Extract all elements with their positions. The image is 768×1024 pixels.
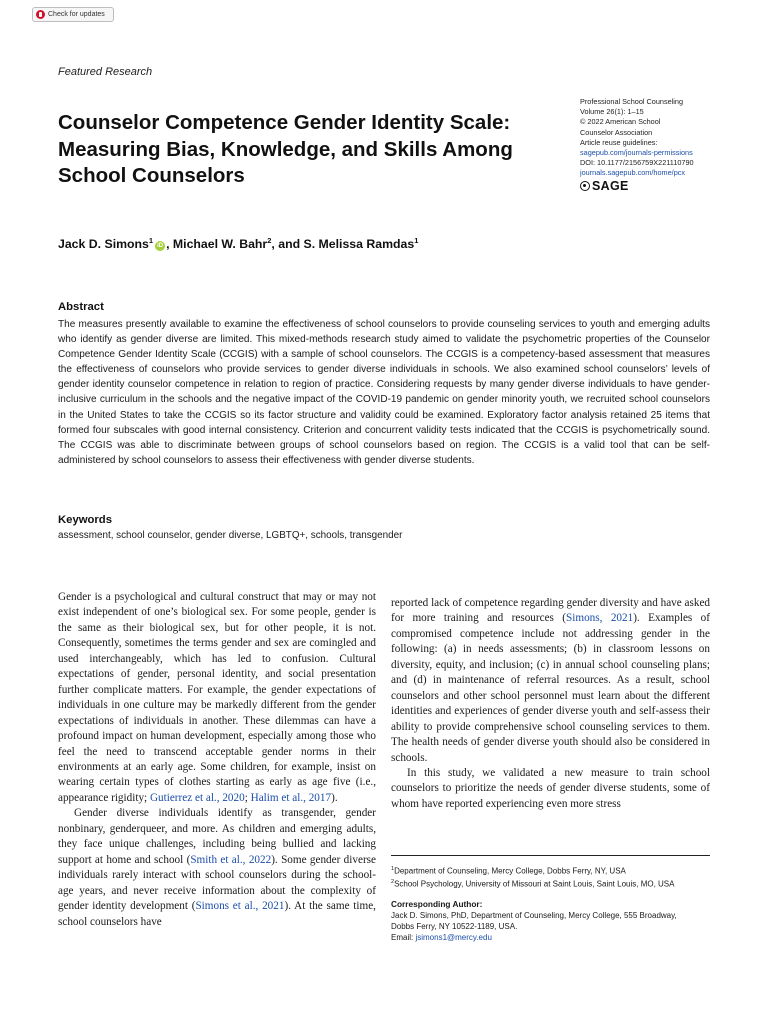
body-text: ; [244, 791, 251, 804]
body-paragraph [58, 806, 376, 930]
affiliation-marker: 1 [414, 236, 419, 245]
section-label: Featured Research [58, 66, 153, 78]
copyright-line-2: Counselor Association [580, 127, 653, 137]
body-text: Gender is a psychological and cultural construct that may or may not exist independent of one’s biological sex. For some people, gender is the same as their biological sex, but for other people, it is not. Consequently, sometimes the terms gender and sex are comingled and used interchangeably, which has led to confusion. Cultural expectations of gender, personal identity, and social presentation further complicate matters. For example, the gender expectations of individuals in one culture may be markedly different from the gender expectations of individuals in another. These dilemmas can have a profound impact on human development, especially among those who feel the need to transcend acceptable gender norms in their environments at an early age. Some children, for example, insist on wearing certain types of clothes starting as early as age five (i.e., appearance rigidity; [58, 591, 376, 804]
doi: DOI: 10.1177/2156759X221110790 [580, 158, 694, 168]
body-paragraph [391, 596, 710, 766]
body-paragraph: In this study, we validated a new measure to train school counselors to prioritize the needs of gender diverse students, some of whom have reported experiencing even more stress [391, 766, 710, 810]
body-column-right [391, 596, 710, 812]
citation-link[interactable]: Smith et al., 2022 [190, 853, 272, 866]
keywords-heading: Keywords [58, 514, 112, 526]
body-text: ). Examples of compromised competence include not addressing gender in the following: (a) in needs assessments; (b) in classroom lessons on diversity, equity, and inclusion; (c) in annual school counseling plans; and (d) in maintenance of referral resources. As a result, school counselors and other school personnel must learn about the different identities and experiences of gender diverse youth and self-assess their ability to provide comprehensive school counseling services to them. The health needs of gender diverse youth should also be considered in schools. [391, 612, 710, 764]
author-simons: Jack D. Simons [58, 237, 149, 252]
corresponding-author-line: Dobbs Ferry, NY 10522-1189, USA. [391, 922, 518, 932]
body-text: Gender diverse individuals identify as transgender, gender nonbinary, genderqueer, and more. As children and emerging adults, they face unique challenges, including being bullied and lacking support at home and school ( [58, 807, 376, 866]
journal-home-link[interactable]: journals.sagepub.com/home/pcx [580, 168, 686, 178]
article-title: Counselor Competence Gender Identity Scale: Measuring Bias, Knowledge, and Skills Among School Counselors [58, 111, 513, 187]
author-ramdas: , and S. Melissa Ramdas [271, 237, 415, 252]
affiliation-2 [391, 877, 710, 890]
affiliation-1 [391, 864, 710, 877]
body-column-left [58, 590, 376, 930]
publisher-logo [580, 178, 730, 193]
abstract-heading: Abstract [58, 301, 104, 313]
body-text: reported lack of competence regarding gender diversity and have asked for more training and resources ( [391, 597, 711, 625]
check-for-updates-label: Check for updates [48, 11, 105, 18]
permissions-link[interactable]: sagepub.com/journals-permissions [580, 148, 693, 158]
corresponding-author-heading: Corresponding Author: [391, 899, 483, 910]
affiliation-marker: 2 [267, 236, 272, 245]
affiliation-text: School Psychology, University of Missouri at Saint Louis, Saint Louis, MO, USA [394, 879, 675, 889]
citation-link[interactable]: Halim et al., 2017 [250, 791, 332, 804]
affiliation-marker: 2 [391, 878, 395, 885]
affiliation-marker: 1 [148, 236, 154, 245]
citation-link[interactable]: Simons, 2021 [566, 612, 634, 625]
author-bahr: , Michael W. Bahr [166, 237, 268, 252]
citation-link[interactable]: Simons et al., 2021 [195, 900, 285, 913]
body-text: ). At the same time, school counselors have [58, 900, 376, 928]
corresponding-author-line: Jack D. Simons, PhD, Department of Counseling, Mercy College, 555 Broadway, [391, 911, 677, 921]
journal-name: Professional School Counseling [580, 97, 684, 106]
keywords-text: assessment, school counselor, gender diverse, LGBTQ+, schools, transgender [58, 530, 403, 541]
body-paragraph [58, 590, 376, 806]
email-line [391, 932, 710, 943]
affiliation-marker: 1 [391, 866, 395, 872]
email-link[interactable]: jsimons1@mercy.edu [415, 933, 492, 943]
body-text: ). [331, 791, 338, 804]
email-label: Email: [391, 933, 416, 943]
check-for-updates-badge[interactable] [32, 7, 114, 22]
sage-logo-icon [580, 181, 590, 191]
copyright-line-1: © 2022 American School [580, 117, 661, 127]
publisher-name: SAGE [592, 178, 629, 193]
body-text: ). Some gender diverse individuals rarely interact with school counselors during the school-age years, and never receive information about the complexity of gender identity development ( [58, 853, 376, 913]
reuse-guidelines: Article reuse guidelines: [580, 137, 658, 147]
journal-metadata [580, 97, 730, 191]
journal-volume: Volume 26(1): 1–15 [580, 107, 644, 117]
footnotes [391, 855, 710, 943]
crossmark-icon [36, 10, 45, 19]
orcid-icon[interactable]: iD [157, 243, 164, 250]
abstract-text: The measures presently available to examine the effectiveness of school counselors to provide counseling services to youth and emerging adults who identify as gender diverse are limited. This mixed-methods research study aimed to validate the psychometric properties of the Counselor Competence Gender Identity Scale (CCGIS) with a sample of school counselors. The CCGIS is a competency-based assessment that measures the effectiveness of counselors who provide services to gender diverse individuals in schools. We also examined school counselors’ levels of gender identity counselor competence in relation to region of practice. Considering requests by many gender diverse individuals to have gender-inclusive curriculum in the schools and the negative impact of the COVID-19 pandemic on gender minority youth, we recruited school counselors in the United States to take the CCGIS so its factor structure and validity could be examined. Exploratory factor analysis retained 25 items that formed four subscales with good internal consistency. Criterion and concurrent validity tests indicated that the CCGIS is psychometrically sound. The CCGIS was able to discriminate between groups of school counselors based on region. The CCGIS is a valid tool that can be self-administered by school counselors to assess their effectiveness with gender diverse students. [58, 319, 710, 466]
author-list [58, 236, 418, 251]
affiliation-text: Department of Counseling, Mercy College, Dobbs Ferry, NY, USA [394, 866, 626, 876]
citation-link[interactable]: Gutierrez et al., 2020 [149, 791, 245, 804]
